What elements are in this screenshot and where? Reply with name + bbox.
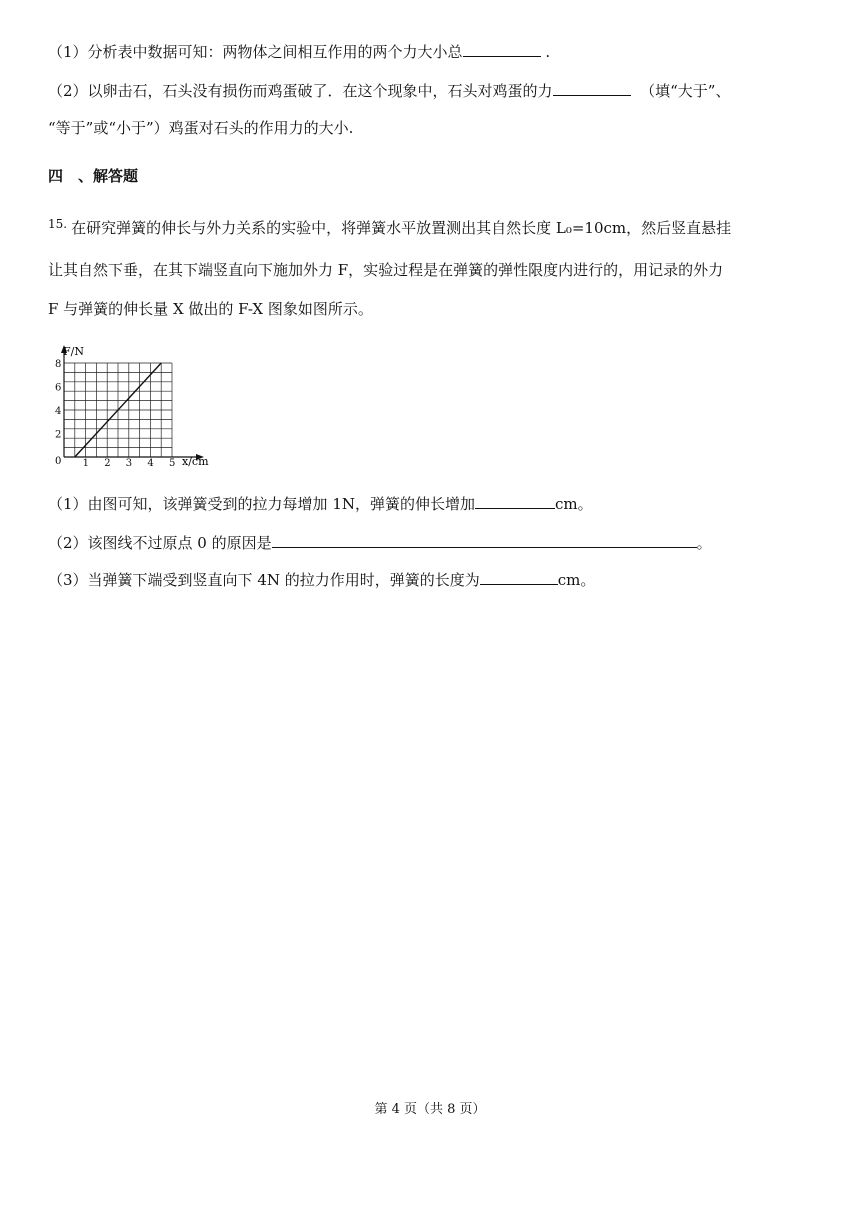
chart-y-axis-label: F/N — [63, 345, 84, 358]
q15-intro-line1 — [48, 218, 731, 239]
chart-axes — [61, 345, 204, 460]
q15-number: 15. — [48, 217, 68, 231]
q15-sub2-answer-blank[interactable] — [272, 533, 697, 548]
q14-part2-answer-blank[interactable] — [553, 81, 631, 96]
chart-x-axis-label: x/cm — [182, 455, 209, 468]
q15-sub2-text: （2）该图线不过原点 0 的原因是 — [48, 534, 272, 552]
y-tick-label: 4 — [55, 406, 62, 417]
q15-intro-line1-text: 在研究弹簧的伸长与外力关系的实验中，将弹簧水平放置测出其自然长度 L₀=10cm，然后竖直悬挂 — [71, 219, 732, 237]
q14-part2-text: （2）以卵击石，石头没有损伤而鸡蛋破了．在这个现象中，石头对鸡蛋的力 — [48, 82, 553, 100]
y-tick-label: 8 — [55, 359, 62, 370]
x-tick-label: 3 — [125, 458, 133, 469]
q15-intro-line2: 让其自然下垂，在其下端竖直向下施加外力 F，实验过程是在弹簧的弹性限度内进行的，用记录的外力 — [48, 261, 724, 279]
x-tick-label: 2 — [104, 458, 111, 469]
q15-sub1-answer-blank[interactable] — [475, 494, 555, 509]
q14-part2 — [48, 81, 730, 101]
q15-sub2 — [48, 533, 712, 553]
chart-origin-label: 0 — [55, 456, 62, 467]
x-tick-label: 5 — [169, 458, 176, 469]
section-heading: 四 、解答题 — [48, 167, 139, 185]
q14-part1-text: （1）分析表中数据可知：两物体之间相互作用的两个力大小总 — [48, 43, 463, 61]
q14-part2-tail: （填“大于”、 — [640, 82, 731, 100]
q15-sub3-unit: cm。 — [557, 571, 596, 589]
f-x-chart — [44, 340, 224, 475]
x-tick-label: 4 — [147, 458, 154, 469]
q15-sub3-answer-blank[interactable] — [480, 570, 558, 585]
q14-part1-tail: . — [540, 43, 551, 61]
q15-sub2-end: 。 — [696, 534, 712, 552]
q14-part2-continued: “等于”或“小于”）鸡蛋对石头的作用力的大小. — [48, 119, 354, 137]
q15-sub3-text: （3）当弹簧下端受到竖直向下 4N 的拉力作用时，弹簧的长度为 — [48, 571, 480, 589]
q15-sub1-unit: cm。 — [554, 495, 593, 513]
x-tick-label: 1 — [82, 458, 89, 469]
q15-intro-line3: F 与弹簧的伸长量 X 做出的 F-X 图象如图所示。 — [48, 300, 373, 318]
q15-sub1-text: （1）由图可知，该弹簧受到的拉力每增加 1N，弹簧的伸长增加 — [48, 495, 475, 513]
q15-sub1 — [48, 494, 593, 514]
y-tick-label: 6 — [55, 382, 62, 394]
q14-part1 — [48, 42, 550, 62]
page-footer: 第 4 页（共 8 页） — [374, 1102, 486, 1117]
q15-sub3 — [48, 570, 595, 590]
y-tick-label: 2 — [55, 429, 62, 441]
q14-part1-answer-blank[interactable] — [463, 42, 541, 57]
